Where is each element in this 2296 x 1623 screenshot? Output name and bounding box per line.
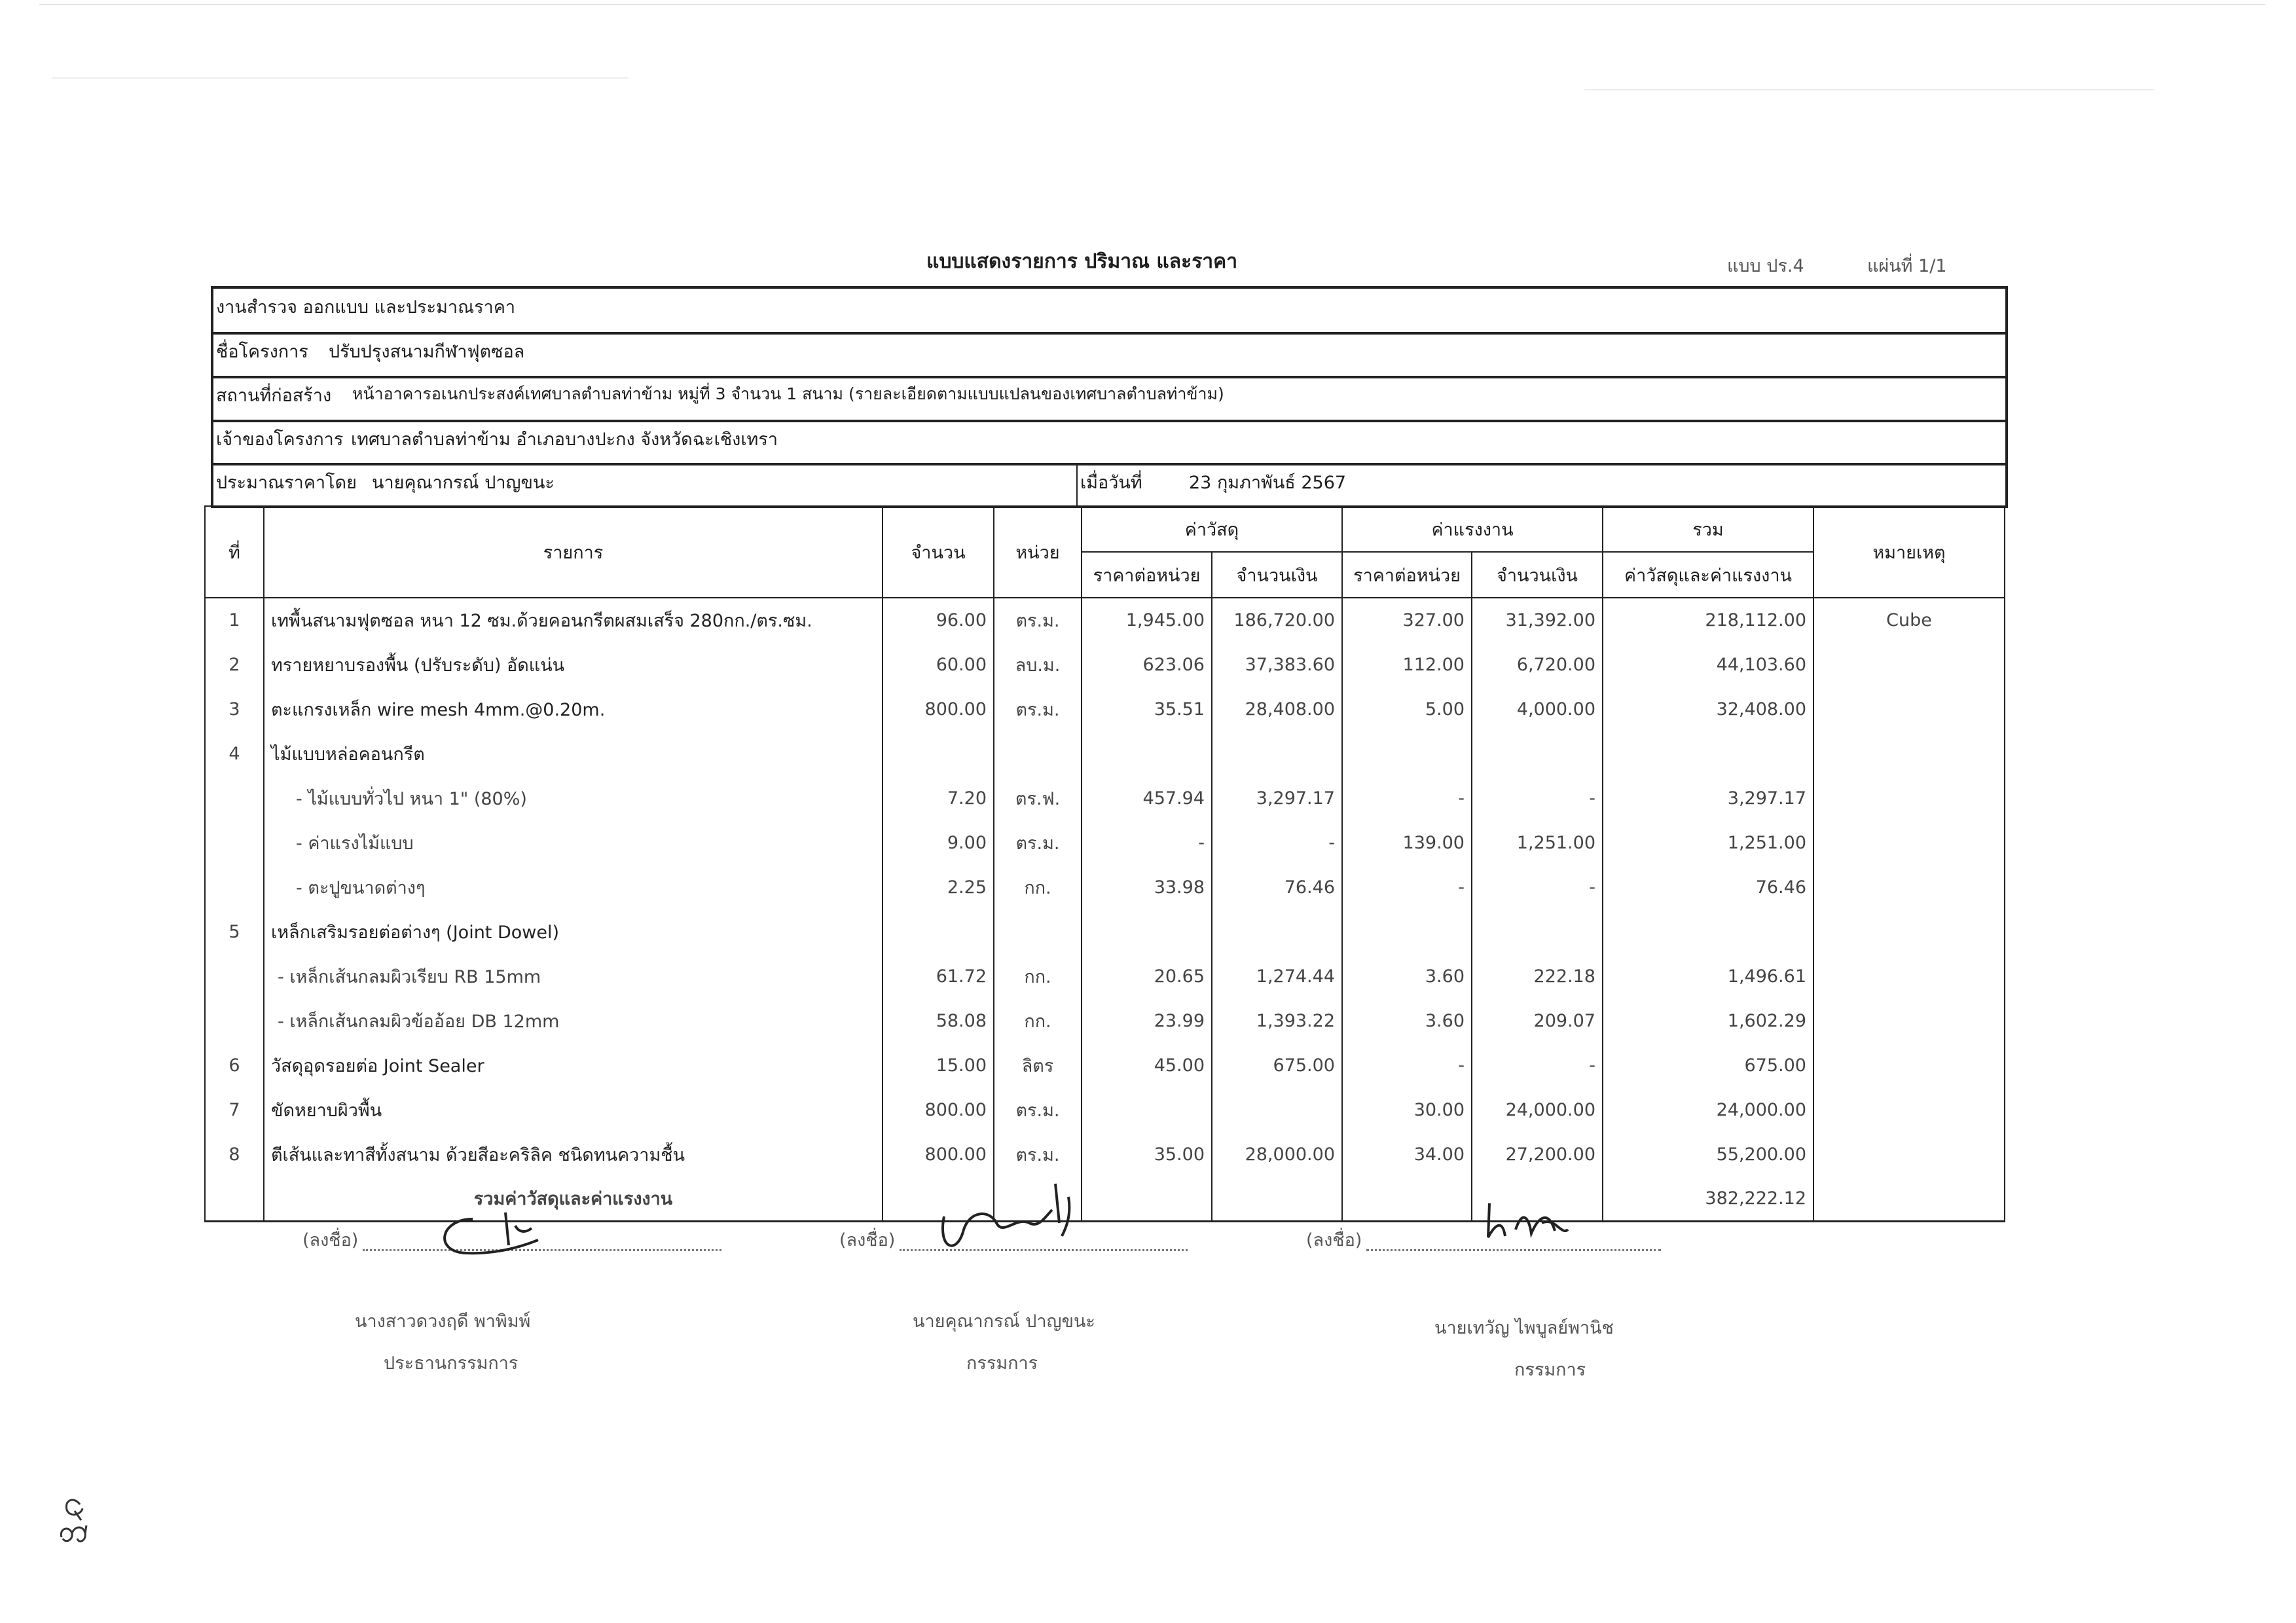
office-text: งานสำรวจ ออกแบบ และประมาณราคา: [216, 297, 516, 318]
row-no: 5: [205, 909, 264, 954]
row-labor-amount: 31,392.00: [1472, 598, 1603, 642]
row-material-price: 23.99: [1082, 998, 1212, 1043]
col-header-total-sub: ค่าวัสดุและค่าแรงงาน: [1603, 552, 1813, 598]
row-material-amount: 186,720.00: [1212, 598, 1342, 642]
row-labor-amount: 6,720.00: [1472, 642, 1603, 687]
col-header-material: ค่าวัสดุ: [1082, 506, 1342, 552]
row-labor-price: 139.00: [1342, 820, 1472, 865]
table-row: [205, 1087, 2005, 1132]
row-total: 32,408.00: [1603, 687, 1813, 731]
row-item: - เหล็กเส้นกลมผิวข้ออ้อย DB 12mm: [264, 998, 883, 1043]
total-cell-no: [205, 1176, 264, 1221]
row-item: - ค่าแรงไม้แบบ: [264, 820, 883, 865]
handwritten-signature: [427, 1199, 545, 1265]
row-qty: 800.00: [883, 1132, 994, 1176]
row-material-amount: 3,297.17: [1212, 776, 1342, 820]
table-row: [205, 1132, 2005, 1176]
row-material-price: 35.51: [1082, 687, 1212, 731]
row-material-amount: 1,274.44: [1212, 954, 1342, 998]
row-unit: กก.: [994, 954, 1082, 998]
row-labor-price: [1342, 731, 1472, 776]
row-labor-amount: 209.07: [1472, 998, 1603, 1043]
row-total: 218,112.00: [1603, 598, 1813, 642]
table-row: [205, 909, 2005, 954]
row-labor-amount: 24,000.00: [1472, 1087, 1603, 1132]
row-labor-price: 34.00: [1342, 1132, 1472, 1176]
handwritten-signature: [931, 1177, 1088, 1269]
row-remark: [1813, 776, 2005, 820]
estimator-label: ประมาณราคาโดย: [216, 473, 357, 493]
row-remark: [1813, 909, 2005, 954]
sign-label: (ลงชื่อ): [1306, 1230, 1362, 1250]
row-no: 4: [205, 731, 264, 776]
row-unit: ลบ.ม.: [994, 642, 1082, 687]
row-item: ตีเส้นและทาสีทั้งสนาม ด้วยสีอะคริลิค ชนิดทนความชื้น: [264, 1132, 883, 1176]
table-row: [205, 731, 2005, 776]
row-item: ทรายหยาบรองพื้น (ปรับระดับ) อัดแน่น: [264, 642, 883, 687]
row-qty: 58.08: [883, 998, 994, 1043]
row-total: 55,200.00: [1603, 1132, 1813, 1176]
col-header-item: รายการ: [264, 506, 883, 598]
signer-name: นายคุณากรณ์ ปาญขนะ: [913, 1311, 1095, 1332]
row-labor-amount: 1,251.00: [1472, 820, 1603, 865]
total-cell-mat-amount: [1212, 1176, 1342, 1221]
row-labor-price: 30.00: [1342, 1087, 1472, 1132]
row-remark: [1813, 1087, 2005, 1132]
row-labor-amount: [1472, 909, 1603, 954]
row-item: วัสดุอุดรอยต่อ Joint Sealer: [264, 1043, 883, 1087]
row-material-price: 45.00: [1082, 1043, 1212, 1087]
handwritten-page-number: [55, 1491, 94, 1550]
row-total: 3,297.17: [1603, 776, 1813, 820]
row-total: 1,496.61: [1603, 954, 1813, 998]
row-material-price: 33.98: [1082, 865, 1212, 909]
row-labor-amount: -: [1472, 776, 1603, 820]
total-cell-lab-price: [1342, 1176, 1472, 1221]
row-material-amount: 1,393.22: [1212, 998, 1342, 1043]
row-labor-price: 327.00: [1342, 598, 1472, 642]
row-unit: ตร.ม.: [994, 820, 1082, 865]
row-total: 1,602.29: [1603, 998, 1813, 1043]
handwritten-signature: [1476, 1190, 1581, 1262]
row-divider: [213, 420, 2005, 422]
row-no: 3: [205, 687, 264, 731]
row-no: [205, 954, 264, 998]
total-label: รวมค่าวัสดุและค่าแรงงาน: [264, 1176, 883, 1221]
scan-edge-line: [1584, 89, 2154, 90]
row-unit: ตร.ม.: [994, 1132, 1082, 1176]
row-labor-price: -: [1342, 776, 1472, 820]
date-divider: [1076, 463, 1078, 508]
table-row: [205, 598, 2005, 642]
row-remark: [1813, 1043, 2005, 1087]
row-qty: [883, 909, 994, 954]
row-no: [205, 820, 264, 865]
col-header-labor: ค่าแรงงาน: [1342, 506, 1603, 552]
scan-edge-line: [52, 77, 629, 79]
row-labor-price: -: [1342, 865, 1472, 909]
table-row: [205, 865, 2005, 909]
row-material-amount: [1212, 1087, 1342, 1132]
row-total: 44,103.60: [1603, 642, 1813, 687]
row-material-amount: 76.46: [1212, 865, 1342, 909]
project-label: ชื่อโครงการ: [216, 342, 308, 362]
table-row: [205, 687, 2005, 731]
row-item: ขัดหยาบผิวพื้น: [264, 1087, 883, 1132]
row-item: เหล็กเสริมรอยต่อต่างๆ (Joint Dowel): [264, 909, 883, 954]
col-header-qty: จำนวน: [883, 506, 994, 598]
row-unit: กก.: [994, 865, 1082, 909]
row-material-price: [1082, 909, 1212, 954]
row-material-amount: 37,383.60: [1212, 642, 1342, 687]
row-no: 1: [205, 598, 264, 642]
row-qty: 2.25: [883, 865, 994, 909]
row-remark: [1813, 820, 2005, 865]
site-value: หน้าอาคารอเนกประสงค์เทศบาลตำบลท่าข้าม หมู่ที่ 3 จำนวน 1 สนาม (รายละเอียดตามแบบแปลนของเทศบาลตำบลท่าข้าม): [352, 384, 1224, 403]
row-material-price: -: [1082, 820, 1212, 865]
document-title: แบบแสดงรายการ ปริมาณ และราคา: [926, 250, 1238, 273]
row-total: [1603, 731, 1813, 776]
row-unit: กก.: [994, 998, 1082, 1043]
row-divider: [213, 332, 2005, 335]
row-material-amount: -: [1212, 820, 1342, 865]
row-total: 1,251.00: [1603, 820, 1813, 865]
row-item: - ไม้แบบทั่วไป หนา 1" (80%): [264, 776, 883, 820]
row-no: [205, 776, 264, 820]
row-qty: 800.00: [883, 687, 994, 731]
row-no: [205, 998, 264, 1043]
estimator-name: นายคุณากรณ์ ปาญขนะ: [372, 473, 555, 493]
row-remark: [1813, 687, 2005, 731]
total-cell-mat-price: [1082, 1176, 1212, 1221]
row-material-price: 35.00: [1082, 1132, 1212, 1176]
office-row: [213, 293, 2005, 332]
total-cell-remark: [1813, 1176, 2005, 1221]
signer-name: นางสาวดวงฤดี พาพิมพ์: [355, 1311, 531, 1332]
row-material-price: 20.65: [1082, 954, 1212, 998]
signer-role: กรรมการ: [966, 1353, 1038, 1374]
row-no: 2: [205, 642, 264, 687]
project-name: ปรับปรุงสนามกีฬาฟุตซอล: [329, 342, 525, 362]
row-remark: Cube: [1813, 598, 2005, 642]
row-labor-price: -: [1342, 1043, 1472, 1087]
row-item: - เหล็กเส้นกลมผิวเรียบ RB 15mm: [264, 954, 883, 998]
table-row: [205, 998, 2005, 1043]
row-remark: [1813, 865, 2005, 909]
table-row: [205, 642, 2005, 687]
sheet-number: แผ่นที่ 1/1: [1867, 256, 1947, 276]
row-material-amount: [1212, 731, 1342, 776]
row-material-price: [1082, 731, 1212, 776]
signer-name: นายเทวัญ ไพบูลย์พานิช: [1434, 1318, 1614, 1338]
row-total: [1603, 909, 1813, 954]
row-qty: 800.00: [883, 1087, 994, 1132]
row-item: ไม้แบบหล่อคอนกรีต: [264, 731, 883, 776]
col-header-no: ที่: [205, 506, 264, 598]
row-qty: 60.00: [883, 642, 994, 687]
row-qty: 15.00: [883, 1043, 994, 1087]
sign-label: (ลงชื่อ): [302, 1230, 359, 1250]
signer-role: กรรมการ: [1514, 1360, 1586, 1380]
table-row: [205, 820, 2005, 865]
row-remark: [1813, 642, 2005, 687]
col-header-unit: หน่วย: [994, 506, 1082, 598]
row-unit: [994, 731, 1082, 776]
row-total: 24,000.00: [1603, 1087, 1813, 1132]
row-labor-amount: 4,000.00: [1472, 687, 1603, 731]
row-item: - ตะปูขนาดต่างๆ: [264, 865, 883, 909]
row-qty: 9.00: [883, 820, 994, 865]
row-labor-price: 5.00: [1342, 687, 1472, 731]
row-divider: [213, 463, 2005, 465]
row-labor-amount: -: [1472, 1043, 1603, 1087]
row-total: 76.46: [1603, 865, 1813, 909]
row-remark: [1813, 998, 2005, 1043]
table-row: [205, 954, 2005, 998]
row-labor-amount: 222.18: [1472, 954, 1603, 998]
row-material-amount: 675.00: [1212, 1043, 1342, 1087]
row-remark: [1813, 1132, 2005, 1176]
row-material-price: [1082, 1087, 1212, 1132]
row-unit: ตร.ม.: [994, 1087, 1082, 1132]
row-labor-price: 3.60: [1342, 998, 1472, 1043]
form-code: แบบ ปร.4: [1727, 256, 1804, 276]
row-labor-price: 112.00: [1342, 642, 1472, 687]
row-remark: [1813, 954, 2005, 998]
row-unit: ตร.ม.: [994, 687, 1082, 731]
row-material-amount: 28,000.00: [1212, 1132, 1342, 1176]
row-no: [205, 865, 264, 909]
row-remark: [1813, 731, 2005, 776]
row-labor-amount: -: [1472, 865, 1603, 909]
row-total: 675.00: [1603, 1043, 1813, 1087]
quantity-price-table: [204, 505, 2005, 1222]
row-unit: ตร.ม.: [994, 598, 1082, 642]
row-qty: 61.72: [883, 954, 994, 998]
row-qty: 7.20: [883, 776, 994, 820]
col-header-material-amount: จำนวนเงิน: [1212, 552, 1342, 598]
project-info-box: [211, 286, 2008, 508]
scan-edge-line: [39, 4, 2265, 5]
row-labor-price: 3.60: [1342, 954, 1472, 998]
row-material-price: 623.06: [1082, 642, 1212, 687]
row-labor-price: [1342, 909, 1472, 954]
row-divider: [213, 376, 2005, 378]
owner-label: เจ้าของโครงการ: [216, 429, 344, 450]
row-no: 6: [205, 1043, 264, 1087]
row-labor-amount: [1472, 731, 1603, 776]
col-header-labor-price: ราคาต่อหน่วย: [1342, 552, 1472, 598]
col-header-material-price: ราคาต่อหน่วย: [1082, 552, 1212, 598]
row-material-price: 1,945.00: [1082, 598, 1212, 642]
row-material-amount: [1212, 909, 1342, 954]
row-no: 8: [205, 1132, 264, 1176]
row-qty: 96.00: [883, 598, 994, 642]
col-header-labor-amount: จำนวนเงิน: [1472, 552, 1603, 598]
date-value: 23 กุมภาพันธ์ 2567: [1189, 473, 1347, 493]
sign-label: (ลงชื่อ): [839, 1230, 896, 1250]
row-item: ตะแกรงเหล็ก wire mesh 4mm.@0.20m.: [264, 687, 883, 731]
date-label: เมื่อวันที่: [1080, 473, 1142, 493]
row-item: เทพื้นสนามฟุตซอล หนา 12 ซม.ด้วยคอนกรีตผสมเสร็จ 280กก./ตร.ซม.: [264, 598, 883, 642]
signer-role: ประธานกรรมการ: [384, 1353, 519, 1374]
row-material-amount: 28,408.00: [1212, 687, 1342, 731]
row-material-price: 457.94: [1082, 776, 1212, 820]
row-unit: [994, 909, 1082, 954]
table-row: [205, 1043, 2005, 1087]
row-qty: [883, 731, 994, 776]
col-header-remark: หมายเหตุ: [1813, 506, 2005, 598]
row-no: 7: [205, 1087, 264, 1132]
row-unit: ตร.ฟ.: [994, 776, 1082, 820]
col-header-total: รวม: [1603, 506, 1813, 552]
row-unit: ลิตร: [994, 1043, 1082, 1087]
table-row: [205, 776, 2005, 820]
owner-value: เทศบาลตำบลท่าข้าม อำเภอบางปะกง จังหวัดฉะเชิงเทรา: [351, 429, 778, 450]
row-labor-amount: 27,200.00: [1472, 1132, 1603, 1176]
grand-total: 382,222.12: [1603, 1176, 1813, 1221]
site-label: สถานที่ก่อสร้าง: [216, 386, 332, 406]
